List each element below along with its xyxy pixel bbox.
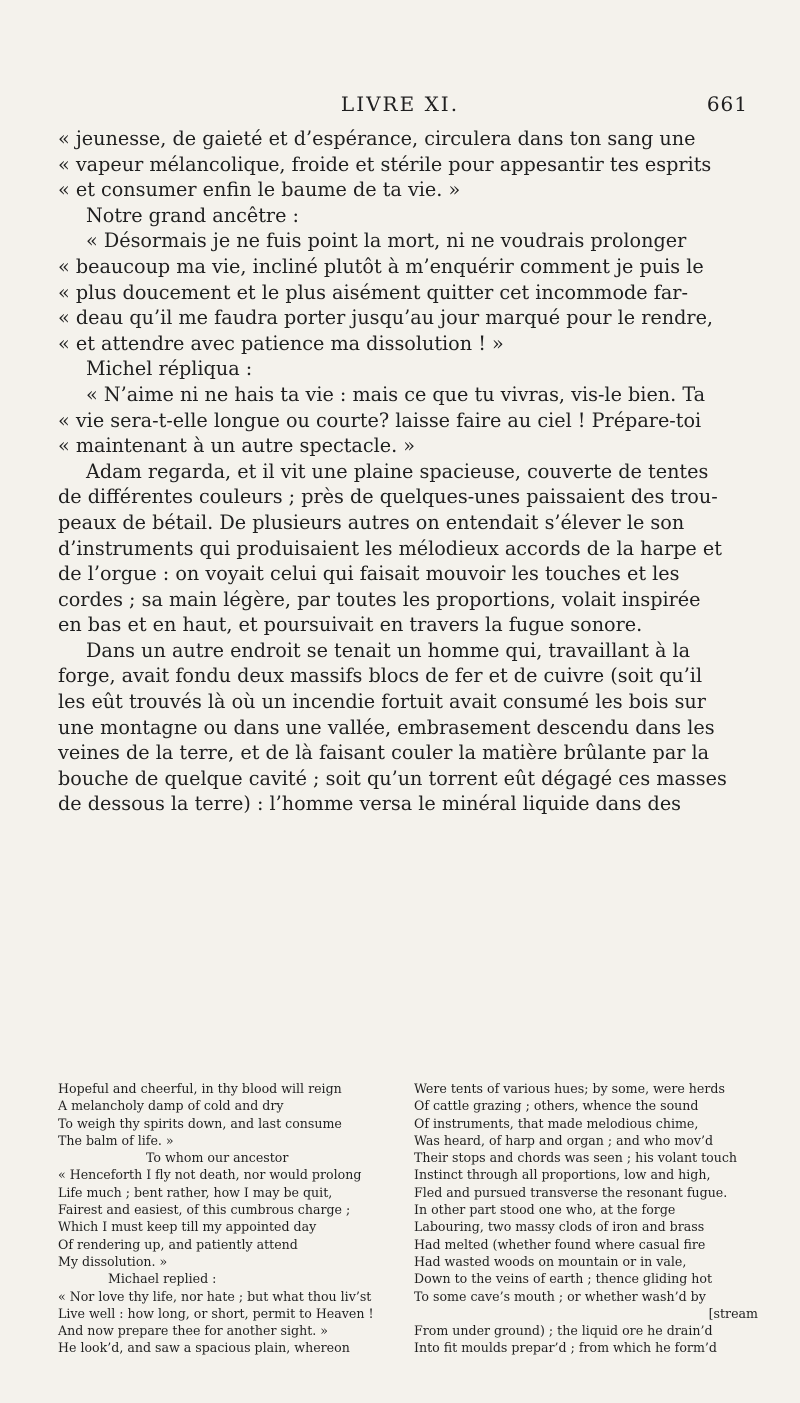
note-line: And now prepare thee for another sight. » [58,1323,328,1339]
note-line: Labouring, two massy clods of iron and brass [414,1219,705,1235]
text-line: veines de la terre, et de là faisant couler la matière brûlante par la [58,741,710,765]
note-line: To some cave’s mouth ; or whether wash’d by [414,1288,706,1304]
note-line: Life much ; bent rather, how I may be quit, [58,1184,333,1200]
note-line: Was heard, of harp and organ ; and who mov’d [414,1132,714,1148]
text-line: « N’aime ni ne hais ta vie : mais ce que tu vivras, vis-le bien. Ta [86,382,706,406]
text-line: « deau qu’il me faudra porter jusqu’au jour marqué pour le rendre, [58,306,714,330]
note-line: Were tents of various hues; by some, were herds [414,1081,725,1096]
note-line: Their stops and chords was seen ; his volant touch [414,1150,738,1166]
note-line: Of cattle grazing ; others, whence the sound [414,1098,699,1114]
note-line: Fairest and easiest, of this cumbrous charge ; [58,1202,351,1218]
note-line: Into fit moulds prepar’d ; from which he form’d [414,1340,717,1356]
text-line: en bas et en haut, et poursuivait en travers la fugue sonore. [58,613,643,637]
note-line: Michael replied : [108,1271,217,1287]
text-line: « plus doucement et le plus aisément quitter cet incommode far- [58,280,688,304]
note-line: The balm of life. » [58,1132,174,1148]
note-line: My dissolution. » [58,1253,168,1269]
note-line: A melancholy damp of cold and dry [58,1098,284,1114]
note-line: Live well : how long, or short, permit to Heaven ! [58,1305,374,1321]
notes-left-column [58,1080,402,1357]
text-line: « maintenant à un autre spectacle. » [58,434,416,458]
text-line: Dans un autre endroit se tenait un homme qui, travaillant à la [86,638,691,662]
text-line: de différentes couleurs ; près de quelques-unes paissaient des trou- [58,485,718,509]
text-line: cordes ; sa main légère, par toutes les proportions, volait inspirée [58,587,701,611]
text-line: bouche de quelque cavité ; soit qu’un torrent eût dégagé ces masses [58,766,727,790]
english-notes [58,1080,758,1357]
note-line: Of rendering up, and patiently attend [58,1236,298,1252]
text-line: d’instruments qui produisaient les mélodieux accords de la harpe et [58,536,722,560]
page-header [0,92,800,122]
text-line: Michel répliqua : [86,357,253,381]
note-line: « Henceforth I fly not death, nor would prolong [58,1167,362,1183]
text-line: « Désormais je ne fuis point la mort, ni ne voudrais prolonger [86,229,687,253]
text-line: une montagne ou dans une vallée, embrasement descendu dans les [58,715,715,739]
note-line: Which I must keep till my appointed day [58,1219,317,1235]
text-line: de dessous la terre) : l’homme versa le minéral liquide dans des [58,792,682,816]
text-line: « et consumer enfin le baume de ta vie. » [58,178,461,202]
running-head: LIVRE XI. [340,92,460,116]
text-line: de l’orgue : on voyait celui qui faisait mouvoir les touches et les [58,562,680,586]
text-line: « vapeur mélancolique, froide et stérile pour appesantir tes esprits [58,152,712,176]
text-line: peaux de bétail. De plusieurs autres on entendait s’élever le son [58,510,685,534]
note-line: Fled and pursued transverse the resonant fugue. [414,1184,728,1200]
note-line: [stream [708,1305,758,1321]
note-line: To whom our ancestor [146,1150,289,1166]
text-line: « vie sera-t-elle longue ou courte? laisse faire au ciel ! Prépare-toi [58,408,702,432]
note-line: Had wasted woods on mountain or in vale, [414,1253,687,1269]
text-line: « beaucoup ma vie, incliné plutôt à m’enquérir comment je puis le [58,254,704,278]
notes-right-column [414,1080,758,1357]
text-line: « et attendre avec patience ma dissolution ! » [58,331,504,355]
note-line: Instinct through all proportions, low and high, [414,1167,711,1183]
note-line: He look’d, and saw a spacious plain, whereon [58,1340,350,1356]
note-line: Of instruments, that made melodious chime, [414,1115,699,1131]
text-line: « jeunesse, de gaieté et d’espérance, circulera dans ton sang une [58,127,696,150]
text-line: les eût trouvés là où un incendie fortuit avait consumé les bois sur [58,690,706,714]
note-line: Hopeful and cheerful, in thy blood will reign [58,1081,342,1096]
note-line: To weigh thy spirits down, and last consume [58,1115,342,1131]
note-line: Had melted (whether found where casual fire [414,1236,706,1252]
text-line: Adam regarda, et il vit une plaine spacieuse, couverte de tentes [86,459,709,483]
main-text [58,126,758,817]
note-line: « Nor love thy life, nor hate ; but what thou liv’st [58,1288,372,1304]
note-line: In other part stood one who, at the forge [414,1202,676,1218]
text-line: Notre grand ancêtre : [86,203,300,227]
note-line: Down to the veins of earth ; thence gliding hot [414,1271,713,1287]
note-line: From under ground) ; the liquid ore he drain’d [414,1323,713,1339]
page-number: 661 [706,92,748,116]
text-line: forge, avait fondu deux massifs blocs de fer et de cuivre (soit qu’il [58,664,703,688]
